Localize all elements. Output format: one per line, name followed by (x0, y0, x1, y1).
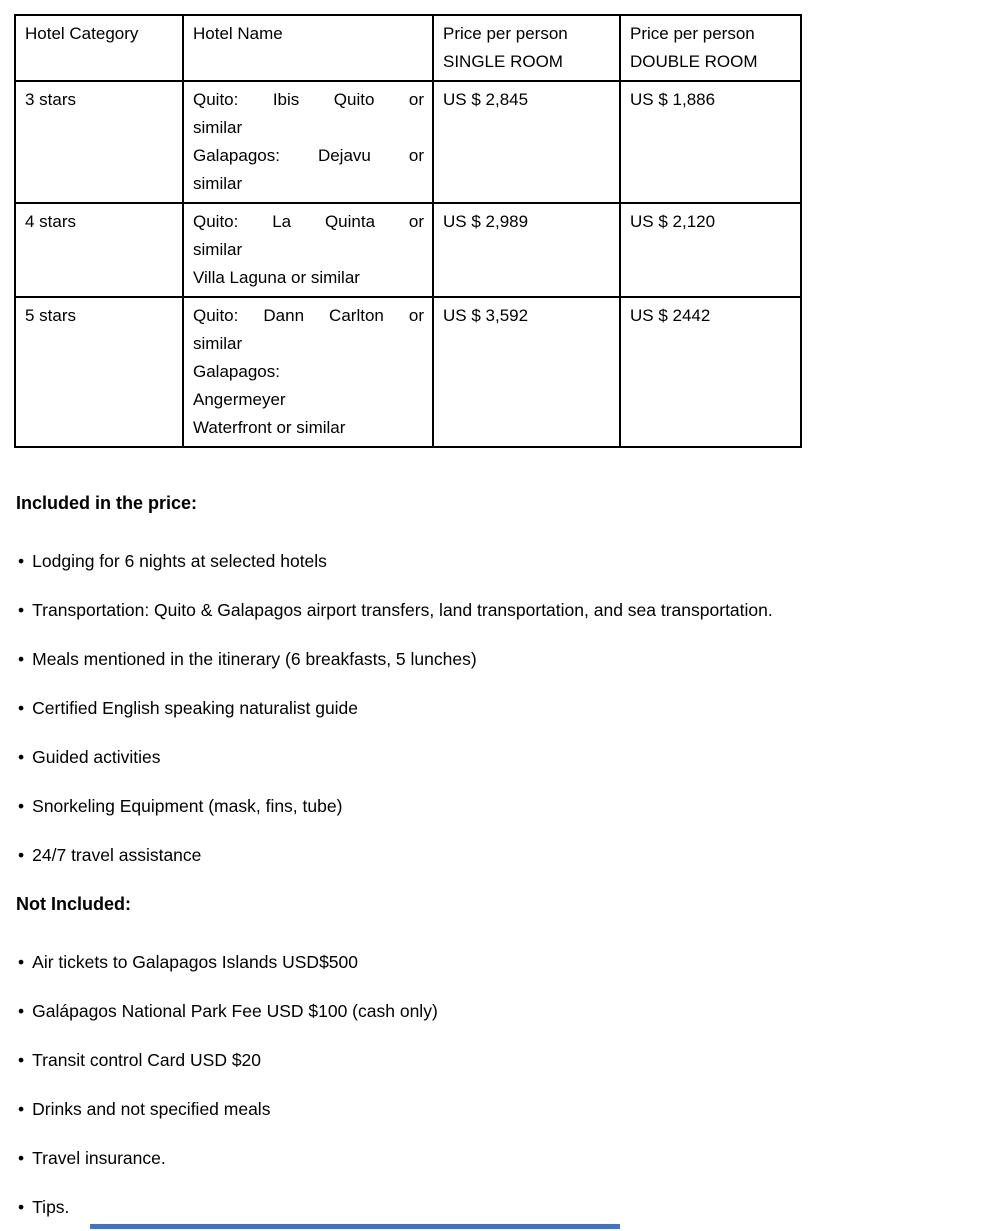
hotel-name-line: similar (193, 174, 243, 193)
header-hotel-name (183, 15, 433, 81)
list-item-text: Guided activities (32, 747, 161, 767)
list-item-text: Air tickets to Galapagos Islands USD$500 (32, 952, 359, 972)
bullet-icon: • (18, 747, 25, 767)
hotel-name-line: similar (193, 334, 243, 353)
hotel-name-cell (183, 203, 433, 297)
hotel-name-line: similar (193, 118, 243, 137)
list-item (18, 746, 975, 768)
included-heading: Included in the price: (16, 493, 198, 513)
category-cell (15, 81, 183, 203)
header-line: SINGLE ROOM (443, 52, 563, 71)
bullet-icon: • (18, 1001, 25, 1021)
hotel-name-line: Galapagos: (193, 362, 280, 381)
table-row (15, 203, 801, 297)
hotel-name-line: Galapagos: Dejavu or (193, 146, 424, 165)
table-header-row (15, 15, 801, 81)
list-item (18, 599, 975, 621)
price-value: US $ 3,592 (443, 306, 529, 325)
list-item (18, 1049, 975, 1071)
price-value: US $ 2,120 (630, 212, 716, 231)
hotel-name-line: Waterfront or similar (193, 418, 346, 437)
bullet-icon: • (18, 551, 25, 571)
list-item-text: Travel insurance. (32, 1148, 166, 1168)
list-item-text: Galápagos National Park Fee USD $100 (cash only) (32, 1001, 438, 1021)
hotel-name-line: Quito: La Quinta or (193, 212, 424, 231)
bullet-icon: • (18, 1197, 25, 1217)
list-item-text: Snorkeling Equipment (mask, fins, tube) (32, 796, 343, 816)
hotel-name-line: Quito: Dann Carlton or (193, 306, 424, 325)
list-item (18, 1196, 975, 1218)
hotel-name-line: similar (193, 240, 243, 259)
hotel-name-line: Angermeyer (193, 390, 286, 409)
not-included-heading: Not Included: (16, 894, 131, 914)
list-item (18, 951, 975, 973)
category-label: 5 stars (25, 306, 77, 325)
bullet-icon: • (18, 1050, 25, 1070)
bullet-icon: • (18, 952, 25, 972)
bullet-icon: • (18, 796, 25, 816)
table-row (15, 81, 801, 203)
header-line: Hotel Name (193, 24, 283, 43)
category-label: 4 stars (25, 212, 77, 231)
table-row (15, 297, 801, 447)
bullet-icon: • (18, 649, 25, 669)
hotel-name-line: Villa Laguna or similar (193, 268, 360, 287)
bullet-icon: • (18, 845, 25, 865)
list-item-text: Drinks and not specified meals (32, 1099, 271, 1119)
bullet-icon: • (18, 1148, 25, 1168)
list-item (18, 648, 975, 670)
document-text-body (0, 492, 985, 1218)
bullet-icon: • (18, 698, 25, 718)
category-cell (15, 203, 183, 297)
price-double-cell (620, 81, 801, 203)
header-line: Hotel Category (25, 24, 139, 43)
list-item-text: Transportation: Quito & Galapagos airport transfers, land transportation, and sea transportation. (32, 600, 773, 620)
header-line: Price per person (630, 24, 755, 43)
price-single-cell (433, 297, 620, 447)
list-item (18, 550, 975, 572)
price-value: US $ 1,886 (630, 90, 716, 109)
list-item-text: Lodging for 6 nights at selected hotels (32, 551, 327, 571)
price-single-cell (433, 203, 620, 297)
header-line: DOUBLE ROOM (630, 52, 758, 71)
header-price-double (620, 15, 801, 81)
included-section (16, 492, 975, 866)
price-value: US $ 2,845 (443, 90, 529, 109)
price-single-cell (433, 81, 620, 203)
list-item-text: Tips. (32, 1197, 70, 1217)
header-hotel-category (15, 15, 183, 81)
price-double-cell (620, 297, 801, 447)
list-item (18, 1000, 975, 1022)
footer-accent-bar (90, 1224, 620, 1229)
list-item-text: 24/7 travel assistance (32, 845, 202, 865)
hotel-name-cell (183, 297, 433, 447)
list-item (18, 1147, 975, 1169)
header-line: Price per person (443, 24, 568, 43)
list-item (18, 1098, 975, 1120)
bullet-icon: • (18, 600, 25, 620)
price-double-cell (620, 203, 801, 297)
list-item (18, 844, 975, 866)
list-item-text: Certified English speaking naturalist guide (32, 698, 359, 718)
hotel-name-line: Quito: Ibis Quito or (193, 90, 424, 109)
document-page (0, 14, 985, 1218)
list-item-text: Meals mentioned in the itinerary (6 breakfasts, 5 lunches) (32, 649, 477, 669)
list-item (18, 795, 975, 817)
list-item (18, 697, 975, 719)
not-included-section (16, 893, 975, 1218)
category-label: 3 stars (25, 90, 77, 109)
list-item-text: Transit control Card USD $20 (32, 1050, 262, 1070)
category-cell (15, 297, 183, 447)
price-value: US $ 2442 (630, 306, 711, 325)
hotel-price-table (14, 14, 802, 448)
hotel-name-cell (183, 81, 433, 203)
bullet-icon: • (18, 1099, 25, 1119)
price-value: US $ 2,989 (443, 212, 529, 231)
header-price-single (433, 15, 620, 81)
